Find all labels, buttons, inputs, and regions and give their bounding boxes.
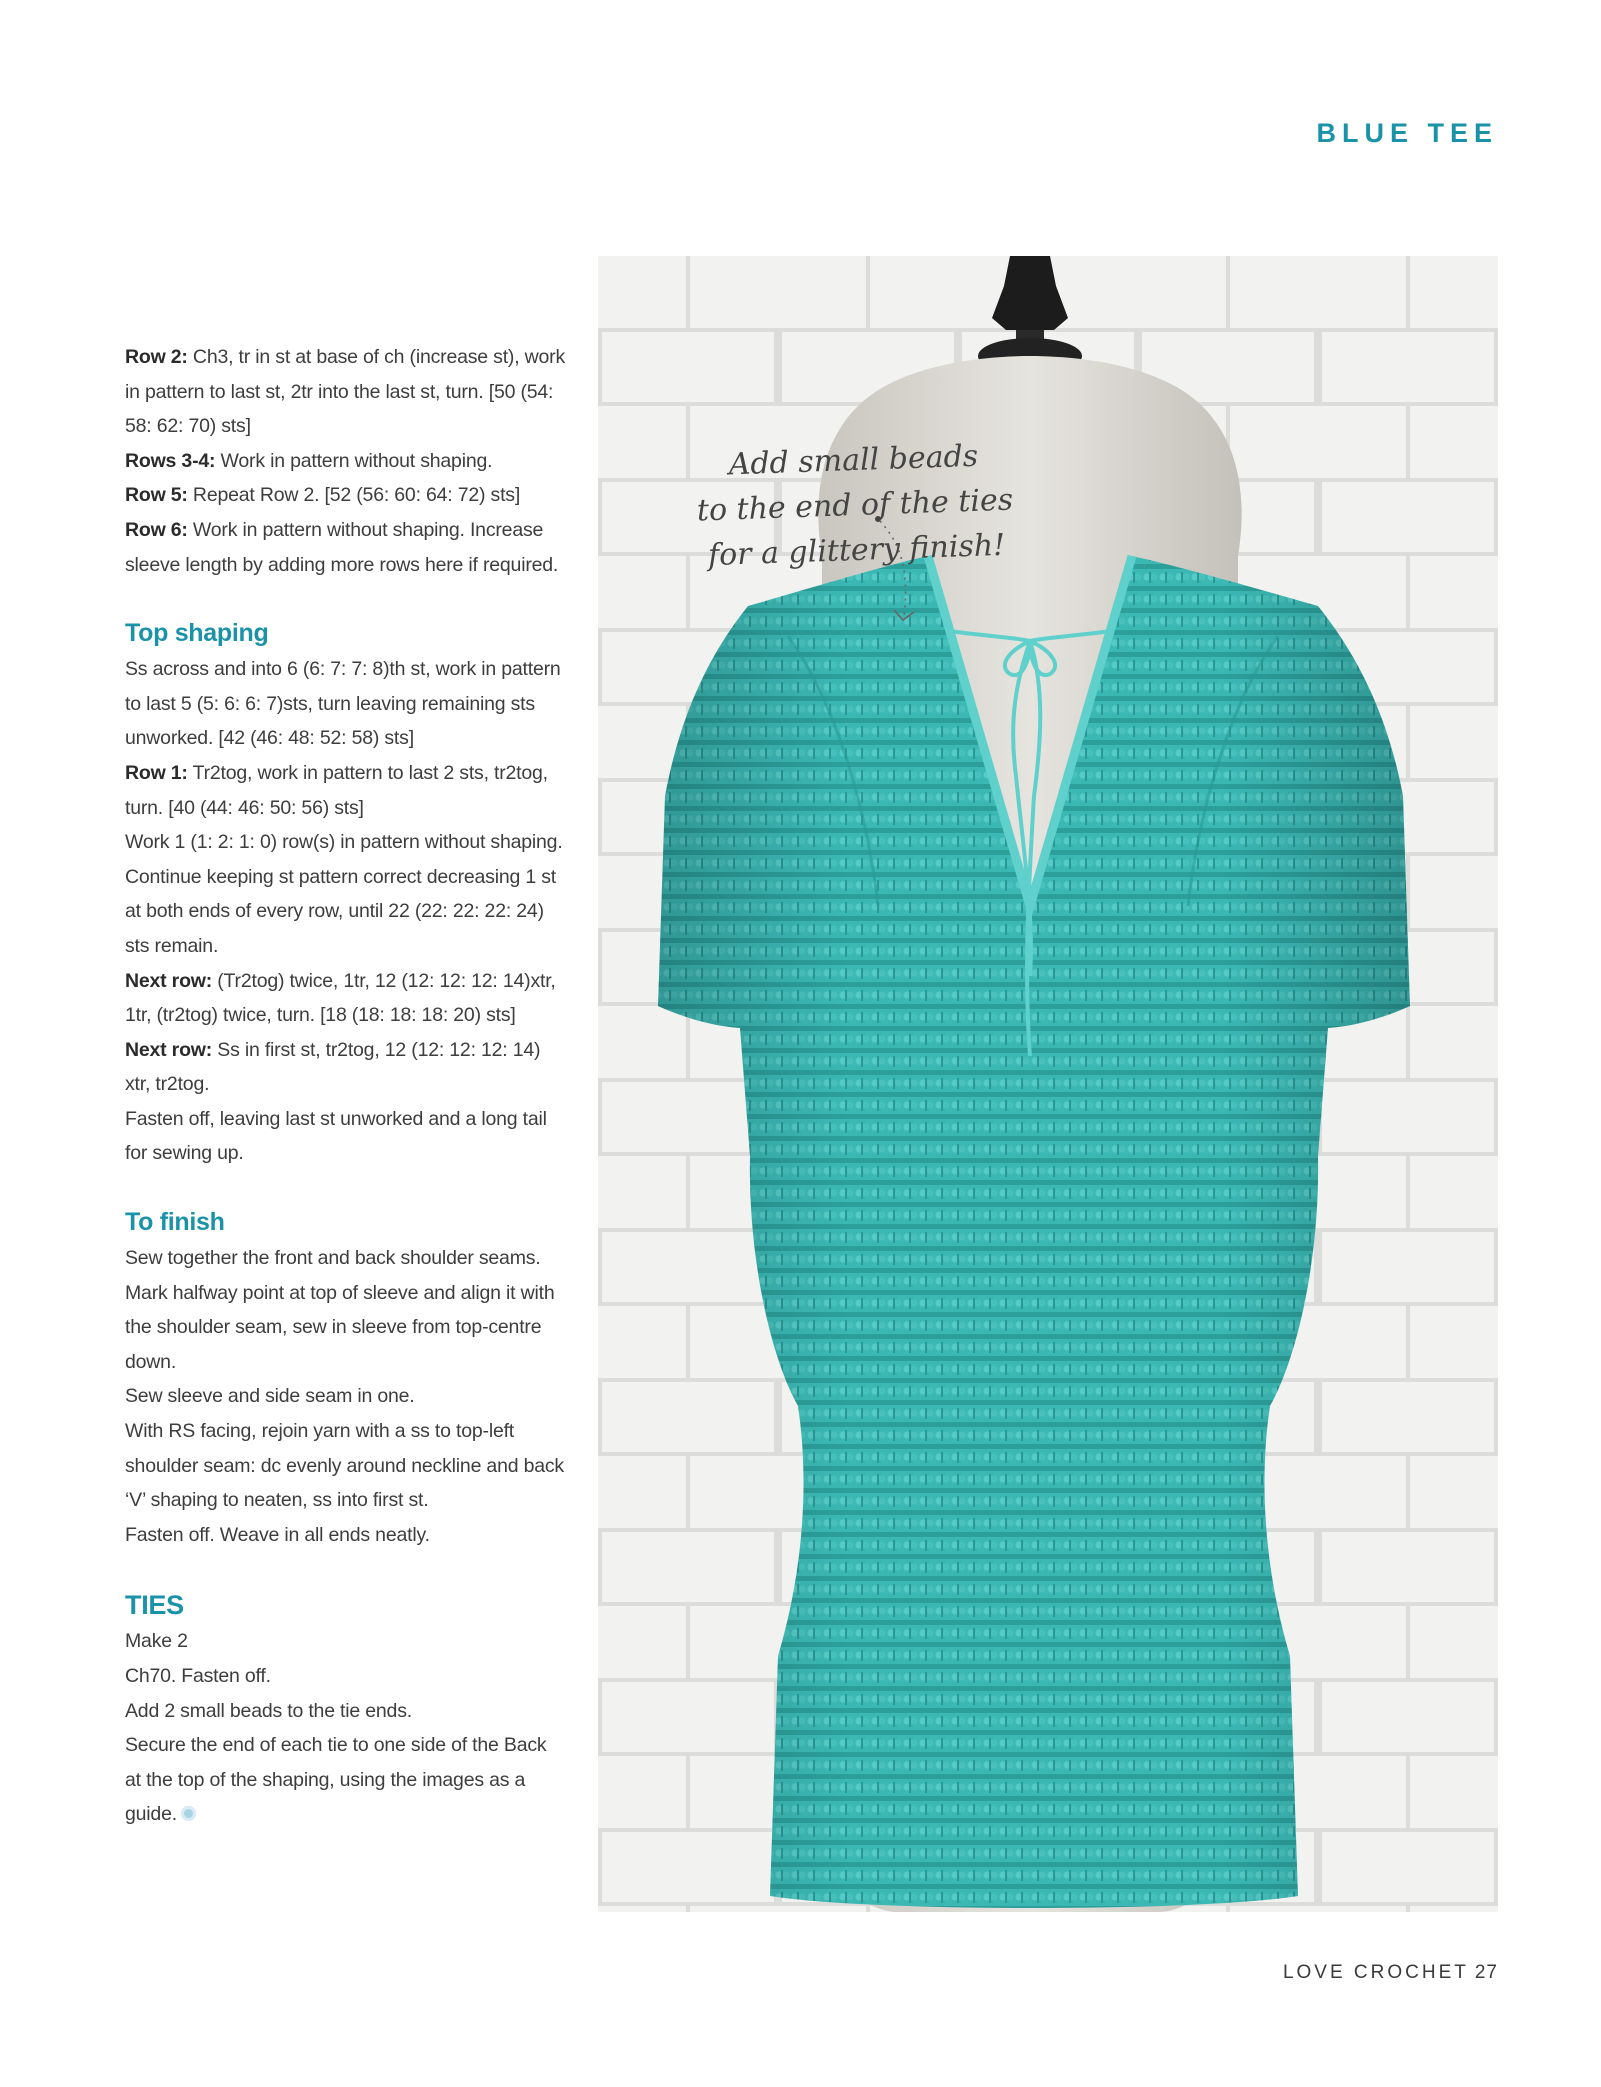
paragraph-next-row-1	[125, 964, 565, 1033]
pattern-text-column	[125, 340, 565, 1832]
running-title: BLUE TEE	[1316, 118, 1498, 148]
row-label: Row 2:	[125, 346, 188, 368]
paragraph-weave-ends: Fasten off. Weave in all ends neatly.	[125, 1523, 430, 1546]
heading-top-shaping: Top shaping	[125, 619, 269, 648]
paragraph-row-2	[125, 340, 565, 444]
row-label: Next row:	[125, 1038, 213, 1061]
paragraph-rows-3-4	[125, 444, 565, 479]
row-label: Row 1:	[125, 761, 188, 784]
row-label: Row 6:	[125, 518, 188, 541]
row-text: Repeat Row 2. [52 (56: 60: 64: 72) sts]	[187, 484, 521, 507]
paragraph-row-1	[125, 756, 565, 825]
paragraph-continue: Continue keeping st pattern correct decreasing 1 st at both ends of every row, until 22 (22: 22: 22: 24) sts remain.	[125, 865, 556, 957]
paragraph-row-6	[125, 513, 565, 582]
row-text: Tr2tog, work in pattern to last 2 sts, tr2tog, turn. [40 (44: 46: 50: 56) sts]	[125, 761, 548, 819]
row-label: Next row:	[125, 969, 213, 992]
paragraph-add-beads: Add 2 small beads to the tie ends.	[125, 1699, 412, 1722]
row-text: Ch3, tr in st at base of ch (increase st), work in pattern to last st, 2tr into the last st, turn. [50 (54: 58: 62: 70) sts]	[125, 346, 566, 438]
callout-line: Add small beads	[728, 438, 979, 483]
page-footer	[1283, 1962, 1498, 1984]
paragraph-sew-sleeve: Sew sleeve and side seam in one.	[125, 1385, 415, 1408]
row-text: Ss in first st, tr2tog, 12 (12: 12: 12: 14) xtr, tr2tog.	[125, 1038, 541, 1096]
paragraph-fasten-off: Fasten off, leaving last st unworked and a long tail for sewing up.	[125, 1107, 547, 1165]
paragraph-sew-shoulders: Sew together the front and back shoulder seams. Mark halfway point at top of sleeve and align it with the shoulder seam, sew in sleeve from top-centre down.	[125, 1247, 555, 1373]
paragraph-top-shaping-intro: Ss across and into 6 (6: 7: 7: 8)th st, work in pattern to last 5 (5: 6: 6: 7)sts, turn leaving remaining sts unworked. [42 (46: 48: 52: 58) sts]	[125, 658, 561, 750]
row-label: Row 5:	[125, 484, 188, 507]
callout-line: to the end of the ties	[696, 482, 1014, 529]
row-text: (Tr2tog) twice, 1tr, 12 (12: 12: 12: 14)xtr, 1tr, (tr2tog) twice, turn. [18 (18: 18: 18: 20) sts]	[125, 969, 556, 1027]
end-of-article-icon	[181, 1806, 196, 1821]
heading-to-finish: To finish	[125, 1208, 225, 1237]
magazine-name: LOVE CROCHET	[1282, 1962, 1469, 1983]
page-number: 27	[1474, 1962, 1498, 1983]
secure-ties-text: Secure the end of each tie to one side of the Back at the top of the shaping, using the images as a guide.	[125, 1734, 547, 1826]
heading-ties: TIES	[125, 1590, 184, 1621]
paragraph-row-5	[125, 478, 565, 513]
photo-callout	[688, 432, 1023, 578]
paragraph-work-rows: Work 1 (1: 2: 1: 0) row(s) in pattern without shaping.	[125, 831, 563, 854]
row-label: Rows 3-4:	[125, 449, 216, 472]
paragraph-make-2: Make 2	[125, 1630, 188, 1653]
paragraph-ch70: Ch70. Fasten off.	[125, 1665, 271, 1687]
paragraph-next-row-2	[125, 1033, 565, 1102]
paragraph-secure-ties	[125, 1728, 565, 1832]
row-text: Work in pattern without shaping. Increase sleeve length by adding more rows here if required.	[125, 518, 559, 576]
callout-line: for a glittery finish!	[707, 527, 1006, 574]
paragraph-neckline: With RS facing, rejoin yarn with a ss to top-left shoulder seam: dc evenly around neckline and back ‘V’ shaping to neaten, ss into first st.	[125, 1420, 564, 1512]
row-text: Work in pattern without shaping.	[215, 449, 493, 472]
